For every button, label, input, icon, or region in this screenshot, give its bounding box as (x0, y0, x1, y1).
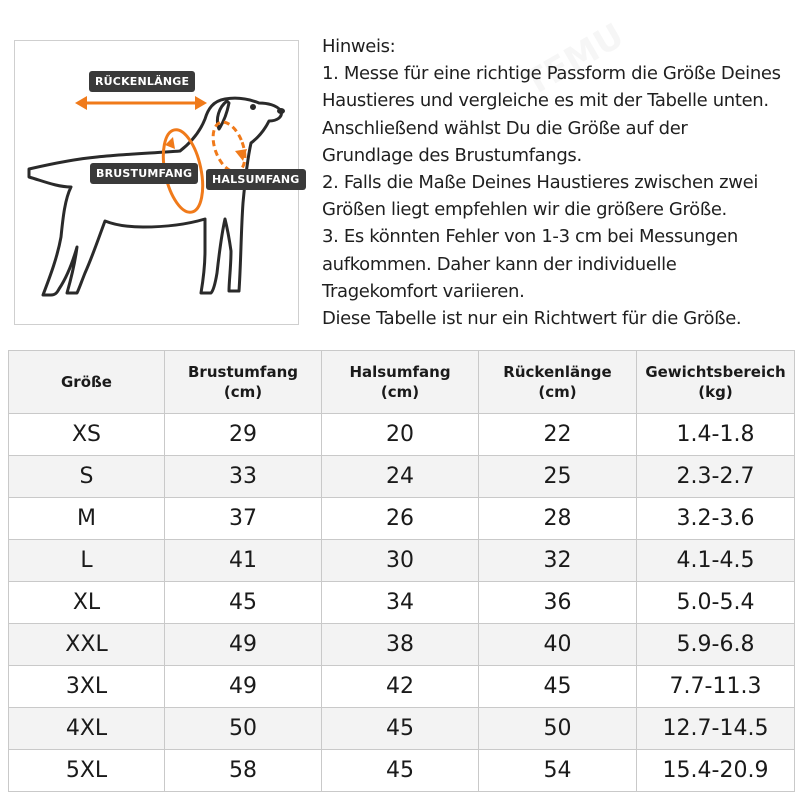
cell-back-length: 50 (479, 708, 637, 750)
table-row (9, 498, 795, 540)
cell-chest: 58 (165, 750, 322, 792)
cell-back-length: 36 (479, 582, 637, 624)
cell-neck: 26 (322, 498, 479, 540)
note-line: Größen liegt empfehlen wir die größere Größe. (322, 199, 727, 221)
cell-size: 4XL (9, 708, 165, 750)
header-neck: Halsumfang (cm) (322, 351, 479, 414)
note-line: Grundlage des Brustumfangs. (322, 144, 582, 166)
table-row (9, 540, 795, 582)
cell-weight: 5.9-6.8 (637, 624, 795, 666)
size-notes (322, 33, 796, 332)
cell-neck: 20 (322, 414, 479, 456)
note-line: 1. Messe für eine richtige Passform die Größe Deines (322, 63, 781, 85)
cell-size: XXL (9, 624, 165, 666)
note-line: aufkommen. Daher kann der individuelle (322, 253, 677, 275)
cell-chest: 45 (165, 582, 322, 624)
cell-chest: 41 (165, 540, 322, 582)
note-line: Diese Tabelle ist nur ein Richtwert für die Größe. (322, 308, 742, 330)
cell-chest: 50 (165, 708, 322, 750)
cell-size: 5XL (9, 750, 165, 792)
header-chest: Brustumfang (cm) (165, 351, 322, 414)
cell-neck: 24 (322, 456, 479, 498)
cell-chest: 49 (165, 624, 322, 666)
note-line: Tragekomfort variieren. (322, 280, 525, 302)
note-line: 2. Falls die Maße Deines Haustieres zwischen zwei (322, 172, 758, 194)
cell-neck: 34 (322, 582, 479, 624)
cell-back-length: 32 (479, 540, 637, 582)
cell-neck: 45 (322, 708, 479, 750)
cell-chest: 49 (165, 666, 322, 708)
size-table (8, 350, 795, 792)
cell-neck: 42 (322, 666, 479, 708)
table-row (9, 624, 795, 666)
table-row (9, 750, 795, 792)
cell-weight: 1.4-1.8 (637, 414, 795, 456)
note-line: Anschließend wählst Du die Größe auf der (322, 117, 688, 139)
table-row (9, 666, 795, 708)
back-length-arrowhead-left (75, 96, 87, 110)
cell-size: XS (9, 414, 165, 456)
note-line: Hinweis: (322, 36, 396, 57)
cell-back-length: 40 (479, 624, 637, 666)
back-length-label: RÜCKENLÄNGE (89, 71, 195, 92)
cell-weight: 12.7-14.5 (637, 708, 795, 750)
header-size: Größe (9, 351, 165, 414)
cell-back-length: 28 (479, 498, 637, 540)
header-weight-range: Gewichtsbereich (kg) (637, 351, 795, 414)
table-row (9, 708, 795, 750)
note-line: Haustieres und vergleiche es mit der Tabelle unten. (322, 90, 769, 112)
cell-chest: 37 (165, 498, 322, 540)
cell-back-length: 45 (479, 666, 637, 708)
cell-back-length: 22 (479, 414, 637, 456)
measurement-diagram (14, 40, 299, 325)
dog-silhouette (29, 98, 281, 295)
cell-back-length: 54 (479, 750, 637, 792)
cell-size: 3XL (9, 666, 165, 708)
cell-back-length: 25 (479, 456, 637, 498)
dog-eye (250, 104, 256, 110)
header-back-length: Rückenlänge (cm) (479, 351, 637, 414)
cell-chest: 29 (165, 414, 322, 456)
cell-weight: 5.0-5.4 (637, 582, 795, 624)
cell-neck: 38 (322, 624, 479, 666)
table-row (9, 414, 795, 456)
note-line: 3. Es könnten Fehler von 1-3 cm bei Messungen (322, 226, 738, 248)
cell-size: S (9, 456, 165, 498)
neck-label: HALSUMFANG (206, 169, 306, 190)
table-header-row (9, 351, 795, 414)
dog-nose (277, 108, 285, 114)
cell-weight: 7.7-11.3 (637, 666, 795, 708)
table-row (9, 582, 795, 624)
cell-size: L (9, 540, 165, 582)
cell-size: M (9, 498, 165, 540)
cell-weight: 3.2-3.6 (637, 498, 795, 540)
table-row (9, 456, 795, 498)
cell-size: XL (9, 582, 165, 624)
cell-chest: 33 (165, 456, 322, 498)
cell-weight: 15.4-20.9 (637, 750, 795, 792)
cell-weight: 4.1-4.5 (637, 540, 795, 582)
cell-weight: 2.3-2.7 (637, 456, 795, 498)
chest-label: BRUSTUMFANG (90, 163, 198, 184)
cell-neck: 45 (322, 750, 479, 792)
back-length-arrowhead-right (195, 96, 207, 110)
cell-neck: 30 (322, 540, 479, 582)
